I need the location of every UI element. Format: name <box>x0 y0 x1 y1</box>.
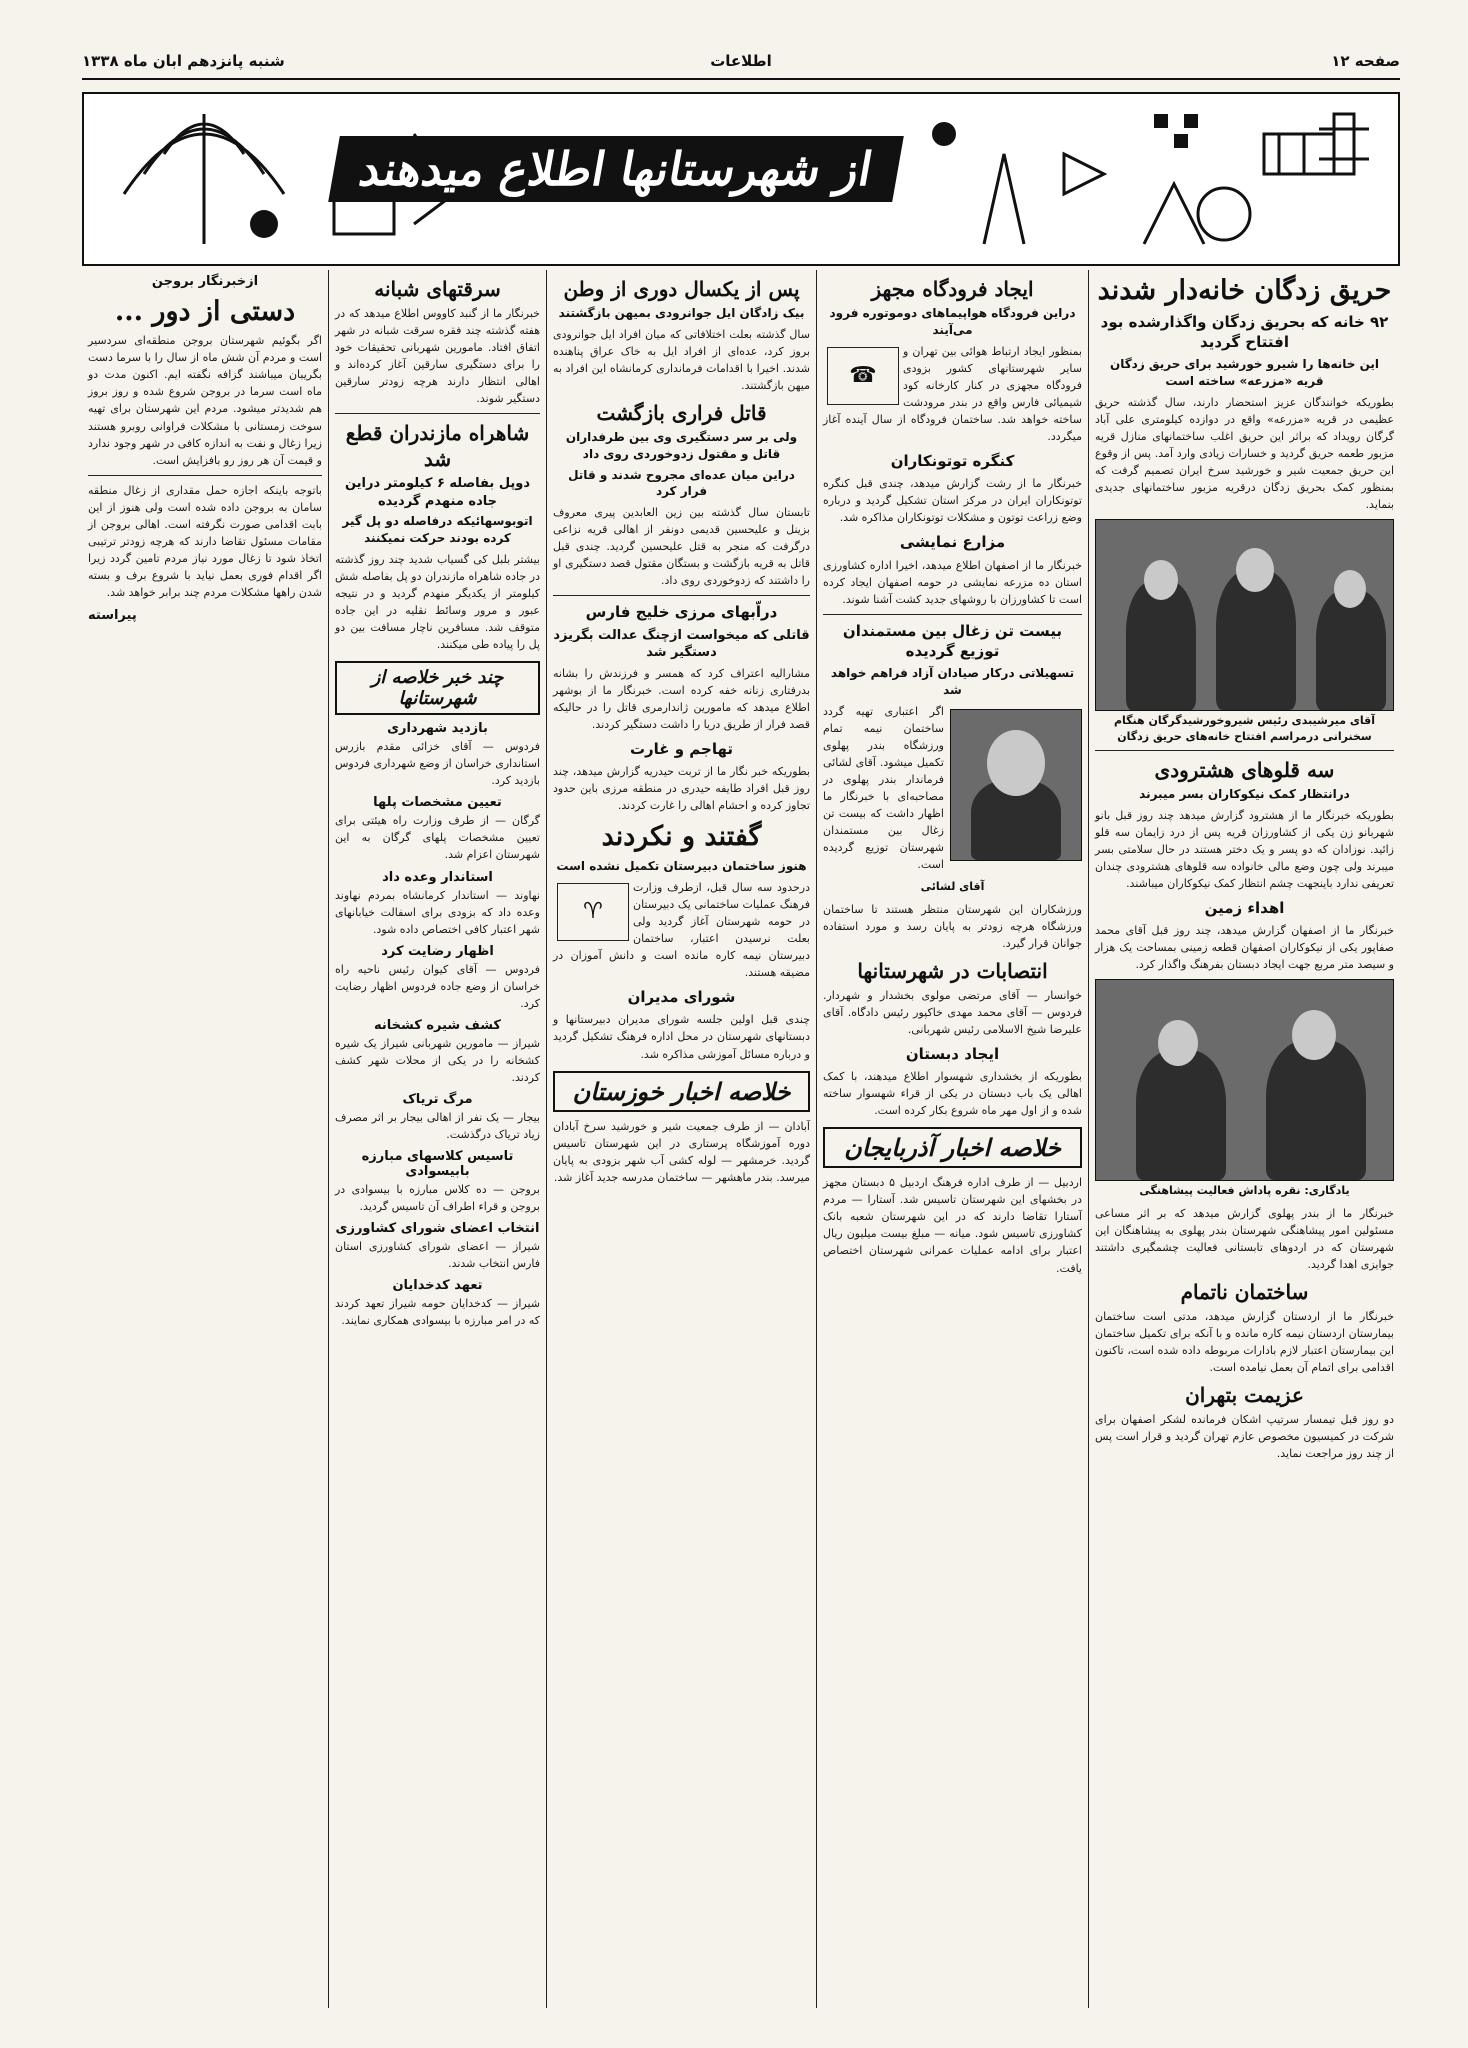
brief-title: تعیین مشخصات پلها <box>373 795 502 811</box>
headline-from-afar: دستی از دور ... <box>114 295 296 327</box>
ram-head-icon: ♈ <box>557 883 629 941</box>
brief-body: شیراز — مامورین شهربانی شیراز یک شیره کشخانه را در یکی از محلات شهر کشف کردند. <box>335 1036 540 1084</box>
brief-title: اظهار رضایت کرد <box>381 943 494 959</box>
headline-land-donation: اهداء زمین <box>1204 898 1285 917</box>
article-body: بمنظور ایجاد ارتباط هوائی بین تهران و سایر شهرستانهای کشور بزودی فرودگاه مجهزی در کنار کارخانه کود شیمیائی فارس واقع در بندر مرودشت ساخته خواهد شد. ساختمان فرودگاه از سال آینده آغاز میگردد. <box>823 344 1082 443</box>
headline-tobacco-congress: کنگره توتونکاران <box>890 451 1015 470</box>
headline-mazandaran-road: شاهراه مازندران قطع شد <box>345 421 530 472</box>
article-body: درحدود سه سال قبل، ازطرف وزارت فرهنگ عملیات ساختمانی یک دبیرستان در حومه شهرستان آغاز گردید ولی بعلت نرسیدن اعتبار، ساختمان دبیرستان نیمه کاره مانده است و دانش آموزان در مضیقه هستند. <box>553 880 810 980</box>
photo-scouts <box>1095 979 1394 1181</box>
column-4 <box>328 270 546 2008</box>
brief-body: بروجن — ده کلاس مبارزه با بیسوادی در بروجن و قراء اطراف آن تاسیس گردید. <box>335 1183 540 1214</box>
brief-body: شیراز — اعضای شورای کشاورزی استان فارس انتخاب شدند. <box>335 1240 540 1271</box>
article-body: خبرنگار ما از بندر پهلوی گزارش میدهد که بر اثر مساعی مسئولین امور پیشاهنگی شهرستان بندر پهلوی به پیشاهنگان این شهرستان که در اردوهای تابستانی فعالیت چشمگیری داشتند جوایزی اهدا گردید. <box>1095 1206 1394 1271</box>
brief-title: انتخاب اعضای شورای کشاورزی <box>335 1221 540 1237</box>
brief-body: فردوس — آقای خزائی مقدم بازرس استانداری خراسان از وضع شهرداری فردوس بازدید کرد. <box>335 740 540 788</box>
subhead-return-home: بیک زادگان ایل جوانرودی بمیهن بازگشتند <box>558 306 805 320</box>
article-body: بطوریکه خبرنگار ما از هشترود گزارش میدهد چند روز قبل بانو شهربانو زن یکی از کشاورزان قریه پس از درد زایمان سه قلو زائید. نوزادان که دو پسر و یک دختر هستند در حال سلامتی بسر میبرند ولی چون وضع مالی خانواده سه قلوهای هشترودی چندان تعریفی ندارد باینجهت چشم انتظار کمک نیکوکاران میباشند. <box>1095 808 1394 890</box>
column-3 <box>546 270 816 2008</box>
brief-body: بیجار — یک نفر از اهالی بیجار بر اثر مصرف زیاد تریاک درگذشت. <box>335 1110 540 1141</box>
brief-title: تعهد کدخدایان <box>392 1278 483 1294</box>
kicker-fire-victims: این خانه‌ها را شیرو خورشید برای حریق زدگان قریه «مزرعه» ساخته است <box>1109 357 1380 389</box>
headline-raid: تهاجم و غارت <box>629 739 734 758</box>
news-columns <box>82 270 1400 2008</box>
headline-return-home: پس از یکسال دوری از وطن <box>563 277 800 301</box>
article-body: خوانسار — آقای مرتضی مولوی بخشدار و شهردار. فردوس — آقای محمد مهدی خاکپور رئیس دادگاه. آقای علیرضا شیخ الاسلامی رئیس شهربانی. <box>823 988 1082 1036</box>
photo-caption: آقای میرشیبدی رئیس شیروخورشیدگرگان هنگام سخنرانی درمراسم افتتاح خانه‌های حریق زدگان <box>1113 714 1376 743</box>
brief-title: تاسیس کلاسهای مبارزه بابیسوادی <box>361 1149 514 1180</box>
headline-persian-gulf: دراّبهای مرزی خلیج فارس <box>585 603 778 622</box>
article-body: اردبیل — از طرف اداره فرهنگ اردبیل ۵ دبستان مجهز در بخشهای این شهرستان تاسیس شد. آستارا — مردم آستارا تقاضا دارند که در این شهرستان شعبه بانک کشاورزی تاسیس شود. میانه — مبلغ بیست میلیون ریال اعتبار برای ادامه عملیات عمرانی شهرستان اختصاص یافت. <box>823 1176 1083 1275</box>
article-body: بطوریکه از بخشداری شهسوار اطلاع میدهند، با کمک اهالی یک باب دبستان در یکی از قراء شهسوار ساخته شده و از اول مهر ماه شروع بکار کرده است. <box>823 1070 1082 1118</box>
brief-title: استاندار وعده داد <box>382 869 493 885</box>
subhead-persian-gulf: قاتلی که میخواست ازچنگ عدالت بگریزد دستگیر شد <box>553 627 810 661</box>
headline-khuzestan-roundup: خلاصه اخبار خوزستان <box>553 1071 810 1112</box>
photo-caption: یادگاری: نقره پاداش فعالیت پیشاهنگی <box>1139 1184 1350 1198</box>
column-2 <box>816 270 1088 2008</box>
article-body: مشارالیه اعتراف کرد که همسر و فرزندش را بشانه بدرفتاری زنانه خفه کرده است. خبرنگار ما از بوشهر اطلاع میدهد که مامورین ژاندارمری قاتل را در حالیکه قصد فرار از طریق دریا را داشت دستگیر کردند. <box>553 666 810 731</box>
divider <box>335 413 540 414</box>
headline-fire-victims: حریق زدگان خانه‌دار شدند <box>1097 275 1392 306</box>
headline-principals-council: شورای مدیران <box>627 988 736 1007</box>
headline-unfinished-building: ساختمان ناتمام <box>1180 1279 1309 1304</box>
article-body: اگر بگوئیم شهرستان بروجن منطقه‌ای سردسیر است و مردم آن شش ماه از سال را با سرما دست بگریبان میباشند گزافه نگفته ایم. اکنون مدت دو ماه است سرما در بروجن شروع شده و روز بروز هم شدیدتر میشود. مردم این شهرستان برای تهیه سوخت زمستانی با مشکلات فراوانی روبرو هستند زیرا زغال و نفت به اندازه کافی در شهر وجود ندارد و قیمت آن هر روز رو بافزایش است. <box>88 334 322 467</box>
subhead-high-school: هنوز ساختمان دبیرستان تکمیل نشده است <box>556 859 807 874</box>
headline-new-school: ایجاد دبستان <box>905 1044 1000 1063</box>
headline-night-thefts: سرقتهای شبانه <box>374 277 501 301</box>
article-body: آبادان — از طرف جمعیت شیر و خورشید سرخ آبادان دوره آموزشگاه پرستاری در این شهرستان تاسیس گردید. خرمشهر — لوله کشی آب شهر بزودی به پایان میرسد. بندر ماهشهر — ساختمان مدرسه جدید آغاز شد. <box>553 1119 810 1184</box>
article-body: چندی قبل اولین جلسه شورای مدیران دبیرستانها و دبستانهای شهرستان در محل اداره فرهنگ تشکیل گردید و درباره مسائل آموزشی مذاکره شد. <box>553 1013 810 1061</box>
headline-airport: ایجاد فرودگاه مجهز <box>871 277 1034 301</box>
subhead-buses: اتوبوسهائیکه درفاصله دو پل گیر کرده بودند حرکت نمیکنند <box>342 514 533 546</box>
photo-ceremony <box>1095 519 1394 711</box>
article-body: دو روز قبل تیمسار سرتیپ اشکان فرمانده لشکر اصفهان برای شرکت در کمیسیون مخصوص عازم تهران گردید و قرار است پس از چند روز مراجعت نماید. <box>1095 1413 1394 1461</box>
article-body: ورزشکاران این شهرستان منتظر هستند تا ساختمان ورزشگاه هرچه زودتر به پایان رسد و مورد استفاده جوانان قرار گیرد. <box>823 902 1082 950</box>
page-number: صفحه ۱۲ <box>1331 52 1400 70</box>
headline-fugitive: قاتل فراری بازگشت <box>596 400 767 425</box>
article-body: خبرنگار ما از رشت گزارش میدهد، چندی قبل کنگره توتونکاران ایران در مرکز استان تشکیل گردید و درباره وضع زراعت توتون و مشکلات توتونکاران مذاکره شد. <box>823 477 1082 525</box>
article-body: بیشتر بلبل کی گسیاب شدید چند روز گذشته در جاده شاهراه مازندران دو پل بفاصله شش کیلومتر از یکدیگر منهدم گردید و در نتیجه عبور و مرور وسائط نقلیه در این جاده متوقف شد. مسافرین ناچار مسافت بین دو پل را پیاده طی میکنند. <box>335 552 540 652</box>
banner-title: از شهرستانها اطلاع میدهند <box>328 136 904 202</box>
article-body: خبرنگار ما از اصفهان اطلاع میدهد، اخیرا اداره کشاورزی استان ده مزرعه نمایشی در حومه اصفهان ایجاد کرده است تا کشاورزان با روشهای جدید کشت آشنا شوند. <box>823 558 1082 606</box>
headline-departure: عزیمت بتهران <box>1185 1383 1304 1408</box>
brief-body: گرگان — از طرف وزارت راه هیئتی برای تعیین مشخصات پلهای گرگان به این شهرستان اعزام شد. <box>335 814 540 862</box>
section-banner <box>82 92 1400 266</box>
divider <box>1095 750 1394 751</box>
headline-triplets: سه قلوهای هشترودی <box>1154 757 1335 782</box>
article-body: سال گذشته بعلت اختلافاتی که میان افراد ایل جوانرودی بروز کرد، عده‌ای از افراد ایل به خاک عراق پناهنده شدند. اخیرا با اقدامات فرمانداری کرمانشاه این افراد به میهن بازگشتند. <box>553 327 810 392</box>
divider <box>823 614 1082 615</box>
photo-caption: آقای لشائی <box>920 880 985 894</box>
subhead-fugitive-2: دراین میان عده‌ای مجروح شدند و قاتل فرار کرد <box>568 467 795 499</box>
phone-icon: ☎ <box>827 347 899 405</box>
masthead <box>82 44 1400 80</box>
subhead-airport: دراین فرودگاه هواپیماهای دوموتوره فرود می‌آیند <box>829 306 1076 337</box>
author-signoff: پیراسته <box>88 608 137 623</box>
article-body: اگر اعتباری تهیه گردد ساختمان نیمه تمام ورزشگاه بندر پهلوی تکمیل میشود. آقای لشائی فرماندار بندر پهلوی در مصاحبه‌ای با خبرنگار ما اظهار داشت که بیست تن زغال بین مستمندان شهرستان توزیع گردیده است. <box>823 704 944 872</box>
article-body: تابستان سال گذشته بین زین العابدین پیری معروف بزینل و علیحسین قدیمی دونفر از اهالی قریه نزاعی درگرفت که منجر به قتل علیحسین گردید. چندی قبل قاتل به قریه بازگشت و بستگان مقتول قصد دستگیری او را داشتند که زدوخوردی روی داد. <box>553 506 810 588</box>
column-1 <box>1088 270 1400 2008</box>
subhead-triplets: درانتظار کمک نیکوکاران بسر میبرند <box>1139 786 1350 801</box>
paper-name: اطلاعات <box>710 52 772 70</box>
divider <box>88 475 322 476</box>
column-5 <box>82 270 328 2008</box>
subhead-fugitive: ولی بر سر دستگیری وی بین طرفداران قاتل و مقتول زدوخوردی روی داد <box>565 429 798 461</box>
divider <box>553 595 810 596</box>
subhead-bridges: دوپل بفاصله ۶ کیلومتر دراین جاده منهدم گردیده <box>344 476 531 509</box>
brief-body: نهاوند — استاندار کرمانشاه بمردم نهاوند وعده داد که بزودی برای اسفالت خیابانهای شهر اعتبار کافی اختصاص داده شود. <box>335 888 540 936</box>
article-body: خبرنگار ما از گنبد کاووس اطلاع میدهد که در هفته گذشته چند فقره سرقت شبانه در شهر اتفاق افتاد. مامورین شهربانی تحقیقات خود را برای دستگیری سارقین آغاز کرده‌اند و اهالی انتظار دارند هرچه زودتر سارقین دستگیر شوند. <box>335 307 540 406</box>
brief-title: بازدید شهرداری <box>387 721 488 737</box>
brief-body: فردوس — آقای کیوان رئیس ناحیه راه خراسان از وضع جاده فردوس اظهار رضایت کرد. <box>335 962 540 1010</box>
photo-portrait <box>950 709 1082 861</box>
article-body: خبرنگار ما از اصفهان گزارش میدهد، چند روز قبل آقای محمد صفاپور یکی از نیکوکاران اصفهان قطعه زمینی بمساحت یک هزار و سیصد متر مربع جهت ایجاد دبستان بفرهنگ واگذار کرد. <box>1095 924 1394 972</box>
subhead-fishermen: تسهیلاتی درکار صیادان آزاد فراهم خواهد شد <box>830 666 1075 697</box>
subhead-fire-victims: ۹۲ خانه که بحریق زدگان واگذارشده بود افتتاح گردید <box>1100 312 1389 351</box>
headline-demo-farms: مزارع نمایشی <box>899 533 1006 552</box>
brief-title: مرگ تریاک <box>402 1091 473 1107</box>
headline-coal-distribution: بیست تن زغال بین مستمندان توزیع گردیده <box>842 621 1063 660</box>
article-body: باتوجه باینکه اجازه حمل مقداری از زغال منطقه سامان به بروجن داده شده است ولی هنوز از این بابت اقدامی صورت نگرفته است. اهالی بروجن از مقامات مسئول تقاضا دارند که هرچه زودتر ترتیبی اتخاذ شود تا زغال مورد نیاز مردم تامین گردد زیرا اگر اقدام فوری بعمل نیاید با شروع برف و بسته شدن راهها مشکلات مردم چند برابر خواهد شد. <box>88 483 322 599</box>
brief-body: شیراز — کدخدایان حومه شیراز تعهد کردند که در امر مبارزه با بیسوادی همکاری نمایند. <box>335 1297 540 1328</box>
issue-date: شنبه پانزدهم ابان ماه ۱۳۳۸ <box>82 52 285 70</box>
article-body: خبرنگار ما از اردستان گزارش میدهد، مدتی است ساختمان بیمارستان اردستان نیمه کاره مانده و با آنکه برای تکمیل ساختمان این بیمارستان اعتبار لازم بادارات مربوطه داده شده است، تاکنون اقدامی برای اتمام آن بعمل نیامده است. <box>1095 1309 1394 1375</box>
brief-title: کشف شیره کشخانه <box>374 1017 501 1033</box>
headline-appointments: انتصابات در شهرستانها <box>857 958 1048 983</box>
headline-azerbaijan-roundup: خلاصه اخبار آذربایجان <box>823 1127 1082 1168</box>
headline-briefs: چند خبر خلاصه از شهرستانها <box>335 661 540 715</box>
kicker-borujen: ازخبرنگار بروجن <box>151 274 259 289</box>
article-body: بطوریکه خبر نگار ما از تربت حیدریه گزارش میدهد، چند روز قبل افراد طایفه حیدری در منطقه مرزی باین حدود تجاوز کرده و احشام اهالی را غارت کردند. <box>553 765 810 813</box>
headline-said-not-done: گفتند و نکردند <box>601 821 762 853</box>
article-body: بطوریکه خوانندگان عزیز استحضار دارند، سال گذشته حریق عظیمی در قریه «مزرعه» واقع در دوازده کیلومتری علی آباد گرگان رویداد که براثر این حریق اغلب ساختمانهای منازل قریه مزبور طعمه حریق گردید و خسارات زیادی وارد آمد. پس از وقوع این حریق جمعیت شیر و خورشید سرخ ایران تصمیم گرفت که بمنظور کمک بحریق زدگان درقریه مزبور ساختمانهای جدیدی بنماید. <box>1095 395 1394 512</box>
